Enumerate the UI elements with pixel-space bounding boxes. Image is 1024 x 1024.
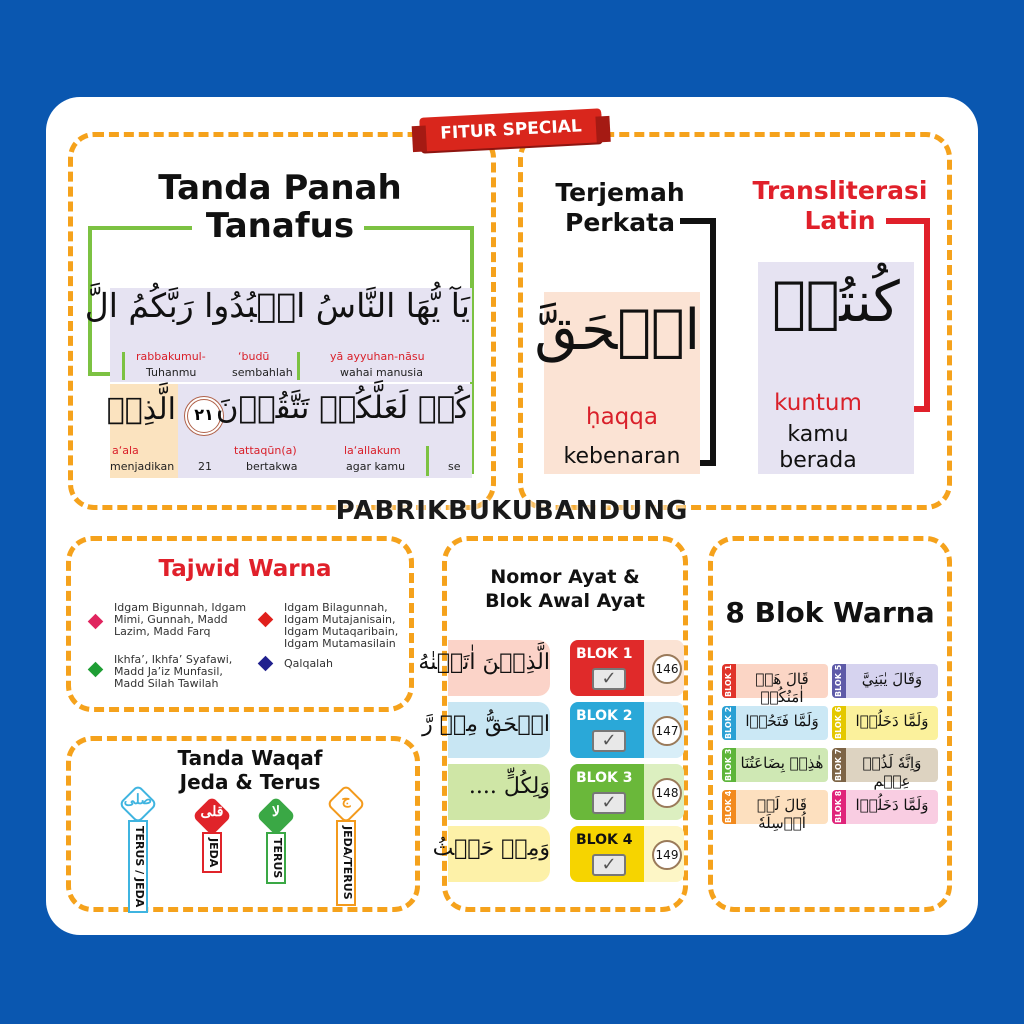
label-meaning-wahai-manusia: wahai manusia	[340, 366, 423, 379]
waqaf-glyph-2: قلى	[200, 804, 224, 820]
arrow-up-2	[297, 352, 300, 380]
tanafus-title-line1: Tanda Panah	[158, 168, 402, 208]
label-latin-tattaqun: tattaqūn(a)	[234, 444, 297, 457]
label-meaning-agar-kamu: agar kamu	[346, 460, 406, 473]
blok-label-1: BLOK 1	[576, 646, 633, 662]
transliterasi-latin: kuntum	[774, 390, 862, 416]
label-meaning-21: 21	[198, 460, 212, 473]
ayat-number-2: 147	[652, 716, 682, 746]
waqaf-title-line1: Tanda Waqaf	[177, 746, 323, 770]
blok-warna-item	[832, 748, 938, 790]
tajwid-item-2: Idgam Bilagunnah, Idgam Mutajanisain, Idgam Mutaqaribain, Idgam Mutamasilain	[284, 601, 399, 650]
blok-warna-item	[832, 664, 938, 698]
blok-warna-label: BLOK 5	[832, 664, 846, 698]
nomor-ayat-title-line2: Blok Awal Ayat	[485, 590, 645, 612]
tajwid-item-4: Qalqalah	[284, 657, 333, 670]
waqaf-label-2: JEDA	[202, 832, 222, 873]
label-meaning-se: se	[448, 460, 461, 473]
blok-warna-label: BLOK 2	[722, 706, 736, 740]
label-latin-ala: a‘ala	[112, 444, 139, 457]
verse-row2-arabic: كُمۡ لَعَلَّكُمۡ تَتَّقُوۡنَ	[215, 390, 470, 426]
blok-warna-item	[722, 790, 828, 832]
waqaf-terus	[262, 802, 290, 884]
transliterasi-meaning-line2: berada	[779, 448, 857, 473]
label-meaning-bertakwa: bertakwa	[246, 460, 298, 473]
verse-row-1-arabic: الَّذِيۡنَ اٰتَيۡنٰهُ	[418, 650, 550, 675]
blok-warna-arabic: وَلَمَّا دَخَلُوۡا	[855, 796, 929, 814]
verse-row-2-arabic: الۡحَقُّ مِنۡ رَّ	[422, 712, 550, 737]
transliterasi-meaning-line1: kamu	[787, 422, 849, 447]
verse-row-3-arabic: وَلِكُلٍّ ....	[468, 774, 550, 799]
ayat-number-4: 149	[652, 840, 682, 870]
waqaf-jeda	[198, 802, 226, 873]
blok-warna-arabic: هٰذِهٖ بِضَاعَتُنَا	[740, 754, 824, 772]
tajwid-item-3: Ikhfa’, Ikhfa’ Syafawi, Madd Ja’iz Munfasil, Madd Silah Tawilah	[114, 653, 233, 690]
verse-row2-arabic-left: الَّذِيۡ	[106, 392, 176, 427]
blok-warna-label: BLOK 7	[832, 748, 846, 782]
waqaf-label-4: JEDA/TERUS	[336, 820, 356, 906]
label-latin-laallakum: la‘allakum	[344, 444, 401, 457]
waqaf-glyph-1: صلى	[123, 792, 152, 808]
label-latin-ya-ayyuhan: yā ayyuhan-nāsu	[330, 350, 425, 363]
label-latin-rabbakumul: rabbakumul-	[136, 350, 206, 363]
nomor-ayat-title-line1: Nomor Ayat &	[490, 566, 640, 588]
terjemah-arabic: الۡحَقَّ	[534, 298, 700, 363]
blok-warna-arabic: وَلَمَّا دَخَلُوۡا	[855, 712, 929, 730]
blok-warna-label: BLOK 1	[722, 664, 736, 698]
blok-warna-label: BLOK 8	[832, 790, 846, 824]
tajwid-title: Tajwid Warna	[158, 556, 332, 582]
terjemah-title-line2: Perkata	[565, 208, 675, 237]
label-meaning-menjadikan: menjadikan	[110, 460, 175, 473]
blok-warna-title: 8 Blok Warna	[725, 596, 935, 629]
blok-warna-arabic: وَلَمَّا فَتَحُوۡا	[745, 712, 819, 730]
tanafus-title-line2: Tanafus	[205, 206, 355, 246]
check-icon: ✓	[592, 668, 626, 690]
waqaf-jeda-terus	[332, 790, 360, 906]
verse-row1-arabic: يَآ يُّهَا النَّاسُ اعۡبُدُوا رَبَّكُمُ الَّ	[84, 286, 470, 325]
transliterasi-arabic: كُنتُمۡ	[772, 270, 900, 335]
waqaf-label-3: TERUS	[266, 832, 286, 884]
check-icon: ✓	[592, 730, 626, 752]
blok-warna-label: BLOK 4	[722, 790, 736, 824]
watermark: PABRIKBUKUBANDUNG	[335, 496, 689, 526]
tajwid-item-1: Idgam Bigunnah, Idgam Mimi, Gunnah, Madd Lazim, Madd Farq	[114, 601, 247, 638]
terjemah-meaning: kebenaran	[563, 444, 681, 469]
label-latin-budu: ‘budū	[238, 350, 270, 363]
ayat-number-3: 148	[652, 778, 682, 808]
blok-warna-item	[722, 748, 828, 782]
label-meaning-sembahlah: sembahlah	[232, 366, 293, 379]
waqaf-label-1: TERUS / JEDA	[128, 820, 148, 913]
transliterasi-title-line1: Transliterasi	[752, 176, 928, 205]
ayat-21-ornament: ٢١	[184, 396, 224, 436]
blok-warna-item	[722, 706, 828, 740]
blok-warna-arabic: وَاِنَّهٗ لَذُوۡ عِلۡمٍ	[862, 754, 922, 790]
blok-warna-item	[832, 706, 938, 740]
check-icon: ✓	[592, 854, 626, 876]
terjemah-title-line1: Terjemah	[555, 178, 685, 207]
blok-label-3: BLOK 3	[576, 770, 633, 786]
arrow-up-1	[122, 352, 125, 380]
waqaf-title-line2: Jeda & Terus	[179, 770, 321, 794]
waqaf-glyph-4: ج	[341, 792, 351, 808]
blok-warna-label: BLOK 6	[832, 706, 846, 740]
blok-warna-item	[832, 790, 938, 824]
blok-warna-label: BLOK 3	[722, 748, 736, 782]
blok-label-2: BLOK 2	[576, 708, 633, 724]
label-meaning-tuhanmu: Tuhanmu	[146, 366, 197, 379]
arrow-up-3	[426, 446, 429, 476]
transliterasi-title-line2: Latin	[804, 206, 876, 235]
fitur-special-ribbon: FITUR SPECIAL	[419, 108, 603, 151]
waqaf-terus-jeda	[124, 790, 152, 913]
blok-warna-arabic: قَالَ لَنۡ اُرۡسِلَهٗ	[757, 796, 807, 832]
check-icon: ✓	[592, 792, 626, 814]
ayat-number-1: 146	[652, 654, 682, 684]
terjemah-latin: ḥaqqa	[586, 404, 658, 430]
blok-warna-arabic: قَالَ هَلۡ اٰمَنُكُمۡ	[755, 670, 809, 706]
verse-row-4-arabic: وَمِنۡ حَيۡثُ	[432, 836, 550, 861]
blok-warna-arabic: وَقَالَ يٰبَنِيَّ	[861, 670, 923, 688]
waqaf-glyph-3: لا	[272, 804, 280, 820]
blok-warna-item	[722, 664, 828, 706]
blok-label-4: BLOK 4	[576, 832, 633, 848]
